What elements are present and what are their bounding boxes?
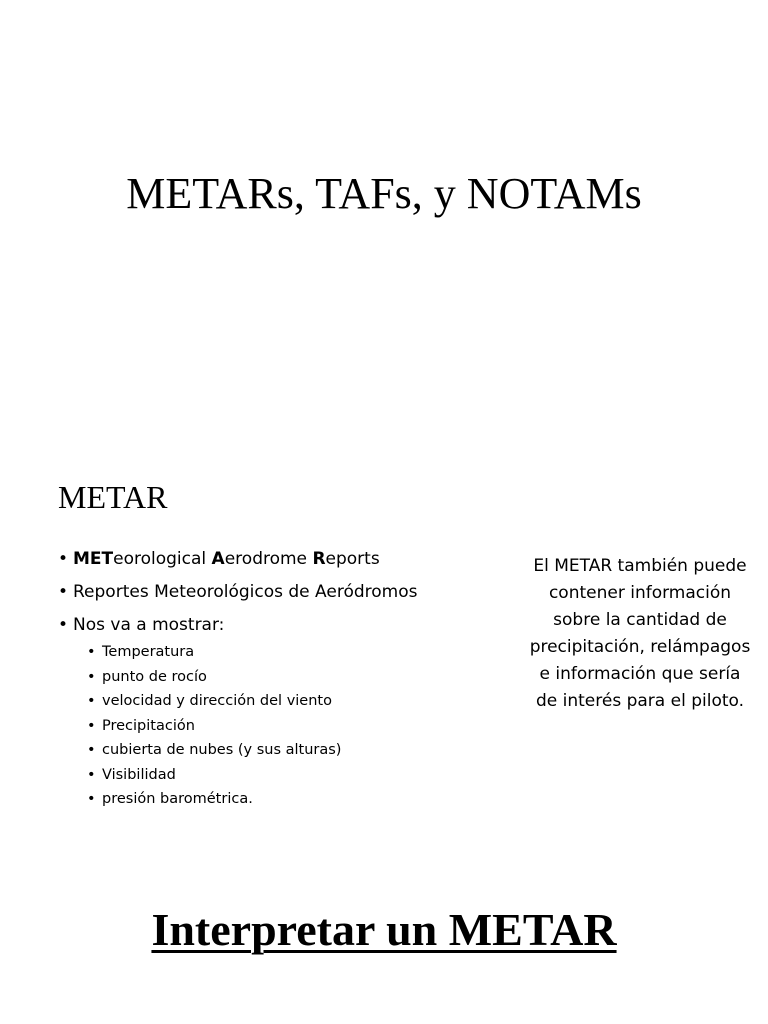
- sub-bullet-item: • punto de rocío: [87, 665, 518, 690]
- sub-bullet-item: • Temperatura: [87, 640, 518, 665]
- bullet-item-shows: [58, 614, 518, 812]
- metar-heading: METAR: [58, 479, 168, 515]
- interpret-heading: Interpretar un METAR: [151, 904, 617, 955]
- bullet-text: Nos va a mostrar:: [73, 615, 225, 635]
- sub-bullet-item: • presión barométrica.: [87, 787, 518, 812]
- sub-bullet-item: • Precipitación: [87, 714, 518, 739]
- sub-bullet-list: [87, 640, 518, 812]
- acronym-letter: A: [211, 549, 225, 569]
- bullet-text: eports: [325, 549, 380, 569]
- bullet-text: erodrome: [224, 549, 313, 569]
- slide-metar: [0, 455, 768, 855]
- slide-title: [0, 0, 768, 420]
- sub-bullet-item: • Visibilidad: [87, 763, 518, 788]
- bullet-text: eorological: [113, 549, 212, 569]
- bullet-item-translation: • Reportes Meteorológicos de Aeródromos: [58, 581, 518, 603]
- side-note-text: El METAR también puede contener información sobre la cantidad de precipitación, relámpagos e información que sería de interés para el piloto.: [529, 556, 751, 711]
- slide-title-heading: METARs, TAFs, y NOTAMs: [126, 169, 642, 218]
- acronym-letters: MET: [73, 549, 114, 569]
- metar-bullet-list: [58, 548, 518, 823]
- bullet-item-definition: [58, 548, 518, 570]
- acronym-letter: R: [312, 549, 326, 569]
- sub-bullet-item: • cubierta de nubes (y sus alturas): [87, 738, 518, 763]
- sub-bullet-item: • velocidad y dirección del viento: [87, 689, 518, 714]
- slide-interpret: [0, 880, 768, 1024]
